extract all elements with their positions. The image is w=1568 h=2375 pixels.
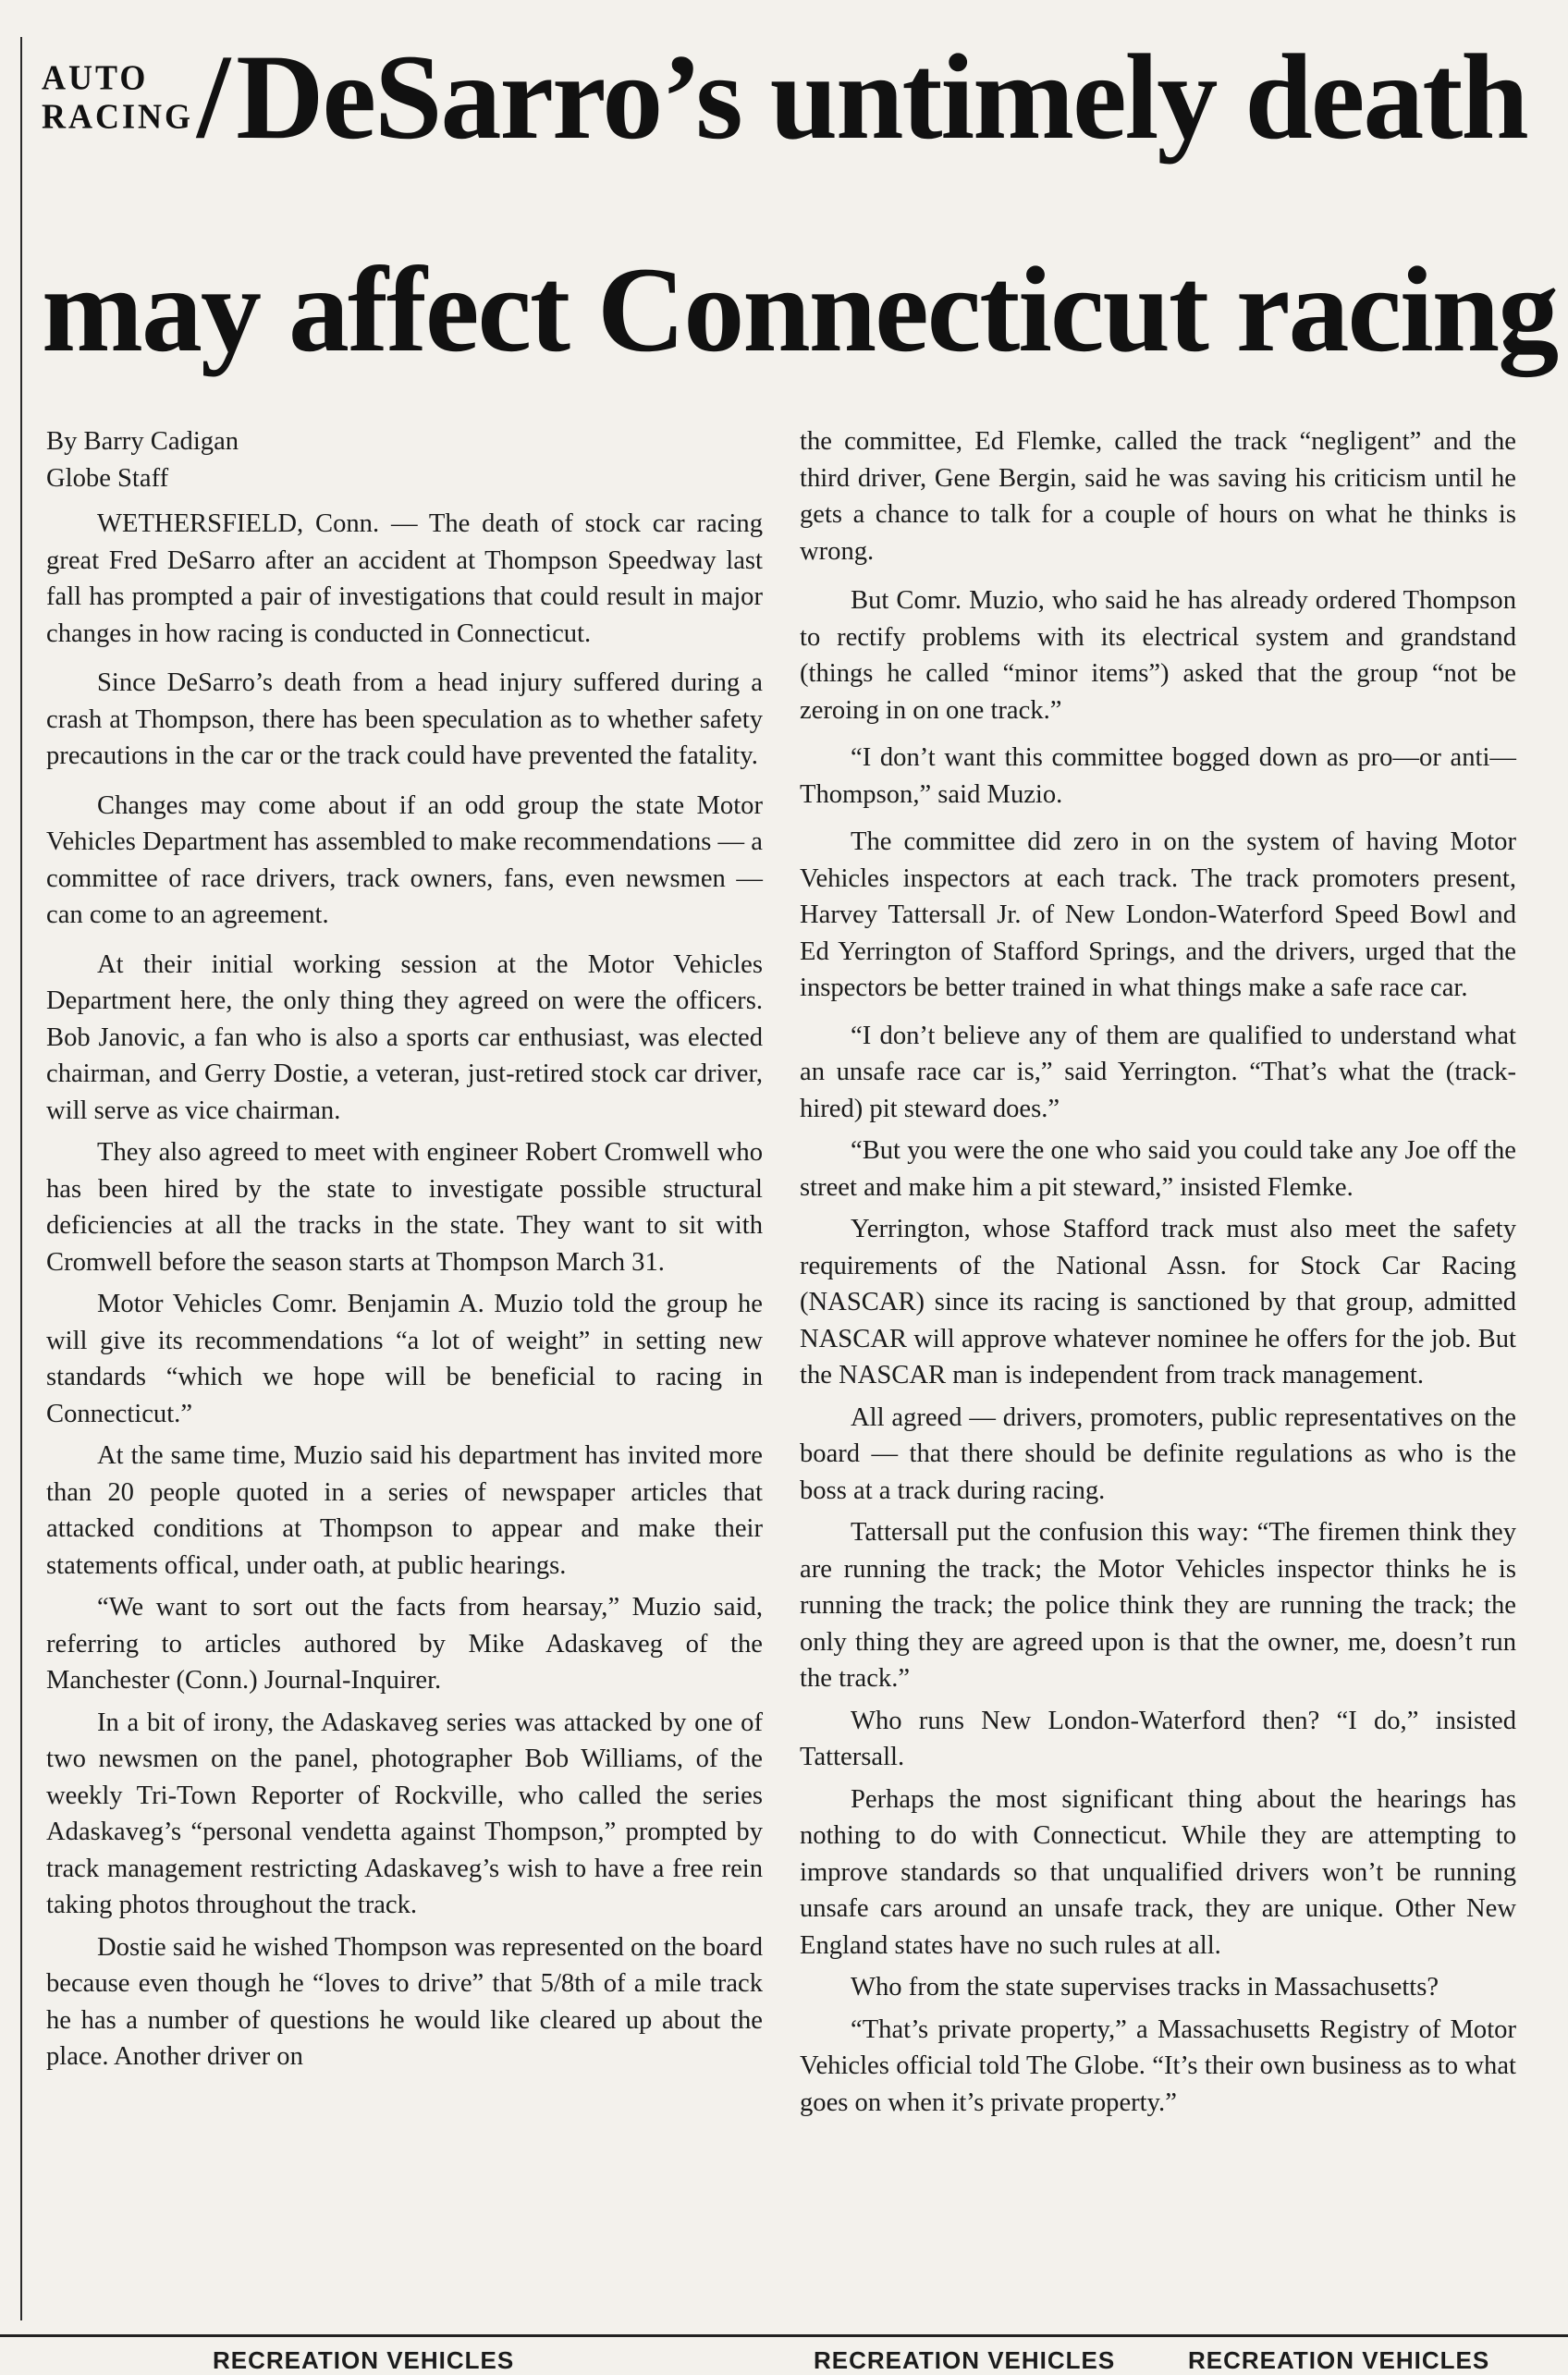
ad-heading: RECREATION VEHICLES	[213, 2346, 515, 2374]
paragraph: Who from the state supervises tracks in Massachusetts?	[851, 1973, 1439, 2002]
ad-heading: RECREATION VEHICLES	[814, 2346, 1116, 2374]
paragraph: “But you were the one who said you could take any Joe off the street and make him a pit steward,” insisted Flemke.	[800, 1136, 1516, 1202]
paragraph: At their initial working session at the Motor Vehicles Department here, the only thing they agreed on were the officers. Bob Janovic, a fan who is also a sports car enthusiast, was elected chairman, and Gerry Dostie, a veteran, just-retired stock car driver, will serve as vice chairman.	[46, 949, 763, 1125]
ad-heading: RECREATION VEHICLES	[1188, 2346, 1490, 2374]
left-column	[46, 423, 763, 2081]
paragraph: Perhaps the most significant thing about the hearings has nothing to do with Connecticut. While they are attempting to improve standards so that unqualified drivers won’t be running unsafe cars around an unsafe track, they are unique. Other New England states have no such rules at all.	[800, 1784, 1516, 1960]
paragraph: Motor Vehicles Comr. Benjamin A. Muzio told the group he will give its recommendations “a lot of weight” in setting new standards “which we hope will be beneficial to racing in Connecticut.”	[46, 1290, 763, 1428]
byline-author: By Barry Cadigan	[46, 427, 239, 456]
paragraph: “I don’t believe any of them are qualified to understand what an unsafe race car is,” said Yerrington. “That’s what the (track-hired) pit steward does.”	[800, 1021, 1516, 1123]
kicker-slash: /	[197, 31, 231, 164]
section-kicker	[42, 58, 193, 136]
paragraph: “I don’t want this committee bogged down as pro—or anti—Thompson,” said Muzio.	[800, 743, 1516, 809]
paragraph: But Comr. Muzio, who said he has already ordered Thompson to rectify problems with its electrical system and grandstand (things he called “minor items”) asked that the group “not be zeroing in on one track.”	[800, 586, 1516, 725]
paragraph: The committee did zero in on the system of having Motor Vehicles inspectors at each track. The track promoters present, Harvey Tattersall Jr. of New London-Waterford Speed Bowl and Ed Yerrington of Stafford Springs, and the drivers, urged that the inspectors be better trained in what things make a safe race car.	[800, 827, 1516, 1002]
kicker-line-2: RACING	[42, 97, 194, 136]
article-body	[46, 423, 1516, 2309]
headline	[42, 28, 1558, 379]
paragraph: At the same time, Muzio said his department has invited more than 20 people quoted in a series of newspaper articles that attacked conditions at Thompson to appear and make their statements offical, under oath, at public hearings.	[46, 1441, 763, 1580]
right-column	[800, 423, 1516, 2126]
classified-ads-strip	[0, 2334, 1568, 2374]
headline-text-1: DeSarro’s untimely death	[236, 29, 1527, 165]
paragraph: Dostie said he wished Thompson was represented on the board because even though he “loves to drive” that 5/8th of a mile track he has a number of questions he would like cleared up about the place. Another driver on	[46, 1932, 763, 2071]
paragraph: They also agreed to meet with engineer Robert Cromwell who has been hired by the state to investigate possible structural deficiencies at all the tracks in the state. They want to sit with Cromwell before the season starts at Thompson March 31.	[46, 1138, 763, 1277]
byline-staff: Globe Staff	[46, 463, 169, 493]
paragraph: WETHERSFIELD, Conn. — The death of stock car racing great Fred DeSarro after an accident at Thompson Speedway last fall has prompted a pair of investigations that could result in major changes in how racing is conducted in Connecticut.	[46, 509, 763, 648]
column-rule	[20, 37, 22, 2320]
headline-text-2: may affect Connecticut racing	[42, 241, 1558, 377]
paragraph: “That’s private property,” a Massachusetts Registry of Motor Vehicles official told The Globe. “It’s their own business as to what goes on when it’s private property.”	[800, 2014, 1516, 2117]
kicker-line-1: AUTO	[42, 58, 149, 97]
paragraph: Changes may come about if an odd group the state Motor Vehicles Department has assembled to make recommendations — a committee of race drivers, track owners, fans, even newsmen — can come to an agreement.	[46, 790, 763, 929]
paragraph: In a bit of irony, the Adaskaveg series was attacked by one of two newsmen on the panel, photographer Bob Williams, of the weekly Tri-Town Reporter of Rockville, who called the series Adaskaveg’s “personal vendetta against Thompson,” prompted by track management restricting Adaskaveg’s wish to have a free rein taking photos throughout the track.	[46, 1708, 763, 1919]
paragraph: Yerrington, whose Stafford track must also meet the safety requirements of the National Assn. for Stock Car Racing (NASCAR) since its racing is sanctioned by that group, admitted NASCAR will approve whatever nominee he offers for the job. But the NASCAR man is independent from track management.	[800, 1215, 1516, 1389]
paragraph: All agreed — drivers, promoters, public representatives on the board — that there should be definite regulations as who is the boss at a track during racing.	[800, 1402, 1516, 1505]
paragraph-continued: the committee, Ed Flemke, called the track “negligent” and the third driver, Gene Bergin, said he was saving his criticism until he gets a chance to talk for a couple of hours on what he thinks is wrong.	[800, 427, 1516, 566]
paragraph: Who runs New London-Waterford then? “I do,” insisted Tattersall.	[800, 1706, 1516, 1771]
paragraph: Since DeSarro’s death from a head injury suffered during a crash at Thompson, there has been speculation as to whether safety precautions in the car or the track could have prevented the fatality.	[46, 668, 763, 770]
headline-line-1	[42, 28, 1527, 166]
paragraph: Tattersall put the confusion this way: “The firemen think they are running the track; the Motor Vehicles inspector thinks he is running the track; the police think they are running the track; the only thing they are agreed upon is that the owner, me, doesn’t run the track.”	[800, 1518, 1516, 1693]
paragraph: “We want to sort out the facts from hearsay,” Muzio said, referring to articles authored by Mike Adaskaveg of the Manchester (Conn.) Journal-Inquirer.	[46, 1593, 763, 1695]
